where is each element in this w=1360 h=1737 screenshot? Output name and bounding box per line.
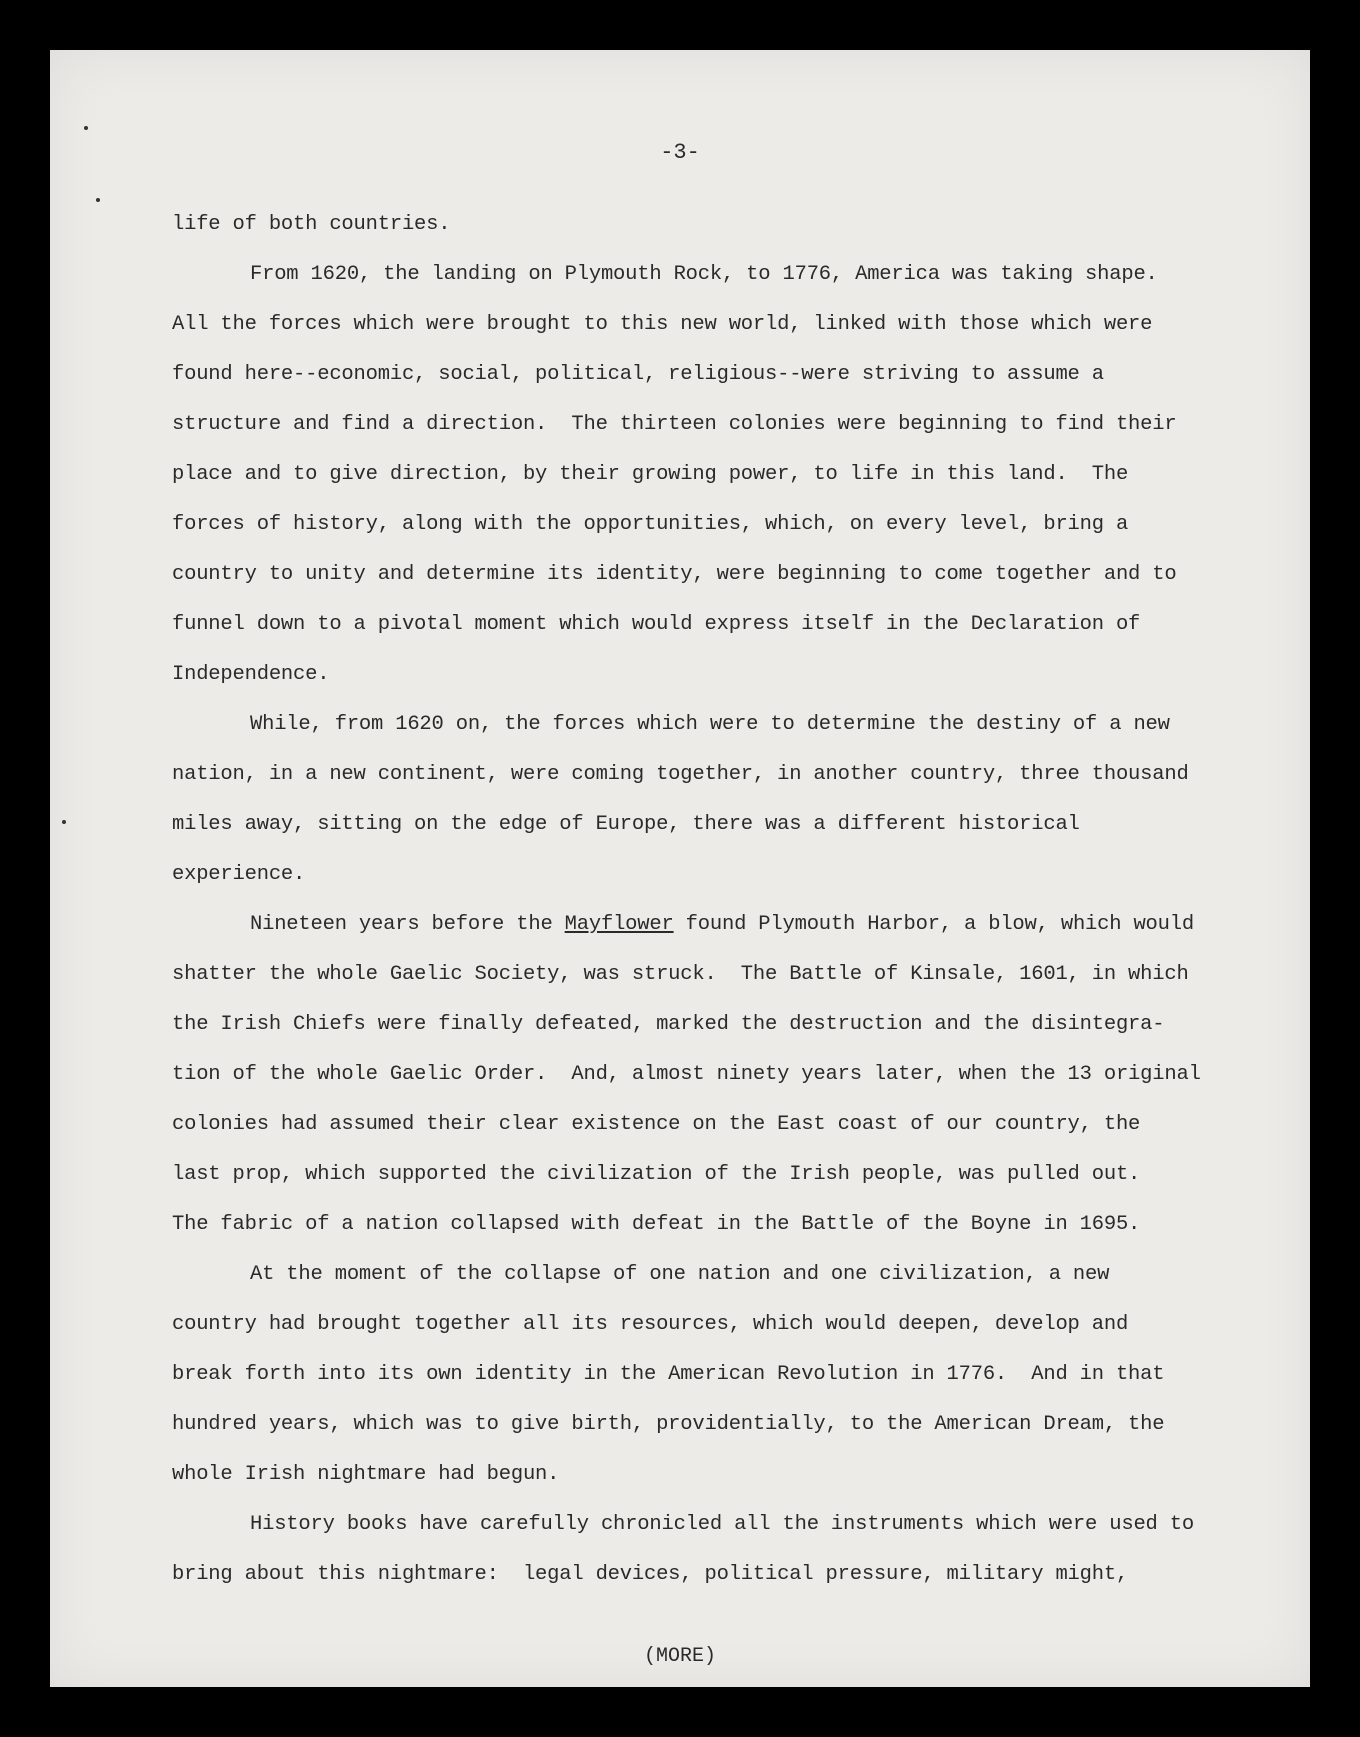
text-line: Independence. <box>172 663 330 686</box>
document-body <box>172 200 1292 1600</box>
paragraph <box>172 1500 1292 1600</box>
text-line: forces of history, along with the opportunities, which, on every level, bring a <box>172 513 1129 536</box>
text-line: funnel down to a pivotal moment which would express itself in the Declaration of <box>172 613 1141 636</box>
text-line: country to unity and determine its identity, were beginning to come together and to <box>172 563 1177 586</box>
document-page <box>50 50 1310 1687</box>
text-line: the Irish Chiefs were finally defeated, marked the destruction and the disintegra- <box>172 1013 1165 1036</box>
text-line: found here--economic, social, political, religious--were striving to assume a <box>172 363 1104 386</box>
text-line: shatter the whole Gaelic Society, was struck. The Battle of Kinsale, 1601, in which <box>172 963 1189 986</box>
text-line: break forth into its own identity in the American Revolution in 1776. And in that <box>172 1363 1165 1386</box>
text-run: found Plymouth Harbor, a blow, which would <box>673 913 1194 936</box>
text-line: structure and find a direction. The thirteen colonies were beginning to find their <box>172 413 1177 436</box>
text-line: miles away, sitting on the edge of Europe, there was a different historical <box>172 813 1080 836</box>
paper-speck <box>84 126 88 130</box>
text-line: life of both countries. <box>172 213 451 236</box>
text-line: hundred years, which was to give birth, providentially, to the American Dream, the <box>172 1413 1165 1436</box>
text-line: While, from 1620 on, the forces which were to determine the destiny of a new <box>250 713 1170 736</box>
text-line: colonies had assumed their clear existence on the East coast of our country, the <box>172 1113 1141 1136</box>
text-line <box>172 900 1292 950</box>
paragraph <box>172 900 1292 1250</box>
underlined-title: Mayflower <box>564 913 674 936</box>
text-line: bring about this nightmare: legal devices, political pressure, military might, <box>172 1563 1129 1586</box>
paragraph <box>172 200 1292 250</box>
text-line: country had brought together all its resources, which would deepen, develop and <box>172 1313 1129 1336</box>
text-line: The fabric of a nation collapsed with defeat in the Battle of the Boyne in 1695. <box>172 1213 1141 1236</box>
text-line: History books have carefully chronicled all the instruments which were used to <box>250 1513 1194 1536</box>
text-line: At the moment of the collapse of one nation and one civilization, a new <box>250 1263 1110 1286</box>
text-line: tion of the whole Gaelic Order. And, almost ninety years later, when the 13 original <box>172 1063 1201 1086</box>
paper-speck <box>62 820 66 824</box>
text-line: experience. <box>172 863 306 886</box>
page-number: -3- <box>660 140 700 165</box>
paragraph <box>172 1250 1292 1500</box>
text-line: From 1620, the landing on Plymouth Rock, to 1776, America was taking shape. <box>250 263 1158 286</box>
paper-speck <box>96 198 100 202</box>
paragraph <box>172 700 1292 900</box>
text-line: nation, in a new continent, were coming together, in another country, three thousand <box>172 763 1189 786</box>
text-line: place and to give direction, by their growing power, to life in this land. The <box>172 463 1129 486</box>
continued-marker: (MORE) <box>643 1645 716 1668</box>
text-line: last prop, which supported the civilization of the Irish people, was pulled out. <box>172 1163 1141 1186</box>
text-line: All the forces which were brought to this new world, linked with those which were <box>172 313 1153 336</box>
text-run: Nineteen years before the <box>250 913 565 936</box>
paragraph <box>172 250 1292 700</box>
text-line: whole Irish nightmare had begun. <box>172 1463 560 1486</box>
